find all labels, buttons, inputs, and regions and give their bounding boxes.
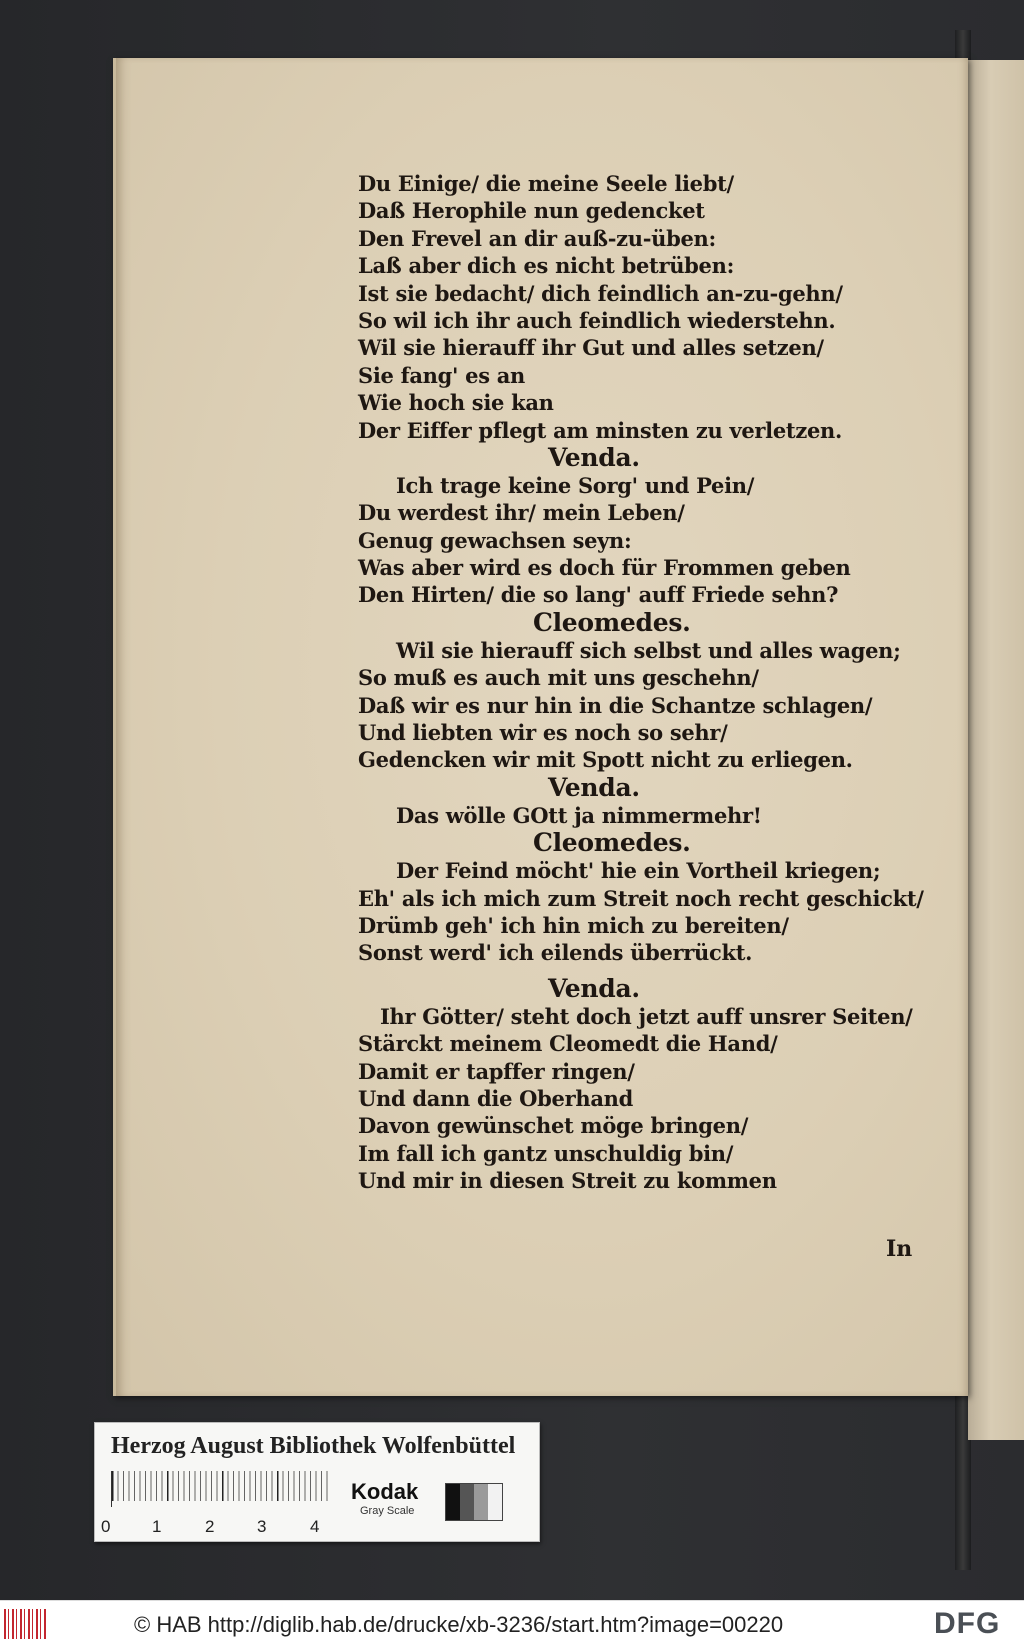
library-name: Herzog August Bibliothek Wolfenbüttel [111, 1433, 516, 1459]
kodak-logo: Kodak [351, 1479, 419, 1504]
color-scale-card [94, 1422, 540, 1542]
dfg-logo: DFG [934, 1607, 1001, 1640]
barcode-icon [4, 1609, 48, 1639]
verse-line: So wil ich ihr auch feindlich wiederstehn. [358, 307, 836, 333]
gray-patches [445, 1483, 503, 1521]
verse-line: Davon gewünschet möge bringen/ [358, 1113, 749, 1139]
verse-line: Und dann die Oberhand [358, 1085, 633, 1111]
footer-url[interactable]: © HAB http://diglib.hab.de/drucke/xb-3236/start.htm?image=00220 [134, 1612, 784, 1637]
verse-line: Damit er tapffer ringen/ [358, 1058, 635, 1084]
verse-line: Stärckt meinem Cleomedt die Hand/ [358, 1031, 778, 1057]
ruler-number: 4 [310, 1517, 320, 1536]
verse-line: Gedencken wir mit Spott nicht zu erliegen. [358, 747, 853, 773]
ruler [111, 1471, 332, 1507]
verse-line: Sonst werd' ich eilends überrückt. [358, 940, 753, 966]
verse-line: Du Einige/ die meine Seele liebt/ [358, 171, 734, 196]
ruler-number: 1 [152, 1517, 162, 1536]
footer-bar [0, 1600, 1024, 1648]
ruler-number: 2 [205, 1517, 215, 1536]
speaker-name: Venda. [548, 772, 640, 802]
speaker-name: Cleomedes. [533, 828, 691, 858]
verse-line: Der Feind möcht' hie ein Vortheil kriegen; [396, 858, 881, 884]
verse-line: Du werdest ihr/ mein Leben/ [358, 500, 685, 526]
gray-patch [460, 1484, 474, 1520]
verse-line: Ist sie bedacht/ dich feindlich an-zu-gehn/ [358, 280, 843, 306]
speaker-name: Cleomedes. [533, 607, 691, 637]
verse-line: Wie hoch sie kan [358, 390, 554, 416]
speaker-name: Venda. [548, 973, 640, 1003]
verse-line: Eh' als ich mich zum Streit noch recht geschickt/ [358, 885, 924, 911]
verse-line: Laß aber dich es nicht betrüben: [358, 253, 735, 279]
verse-line: Sie fang' es an [358, 362, 526, 388]
verse-line: Das wölle GOtt ja nimmermehr! [396, 802, 762, 828]
ruler-number: 0 [101, 1517, 111, 1536]
ruler-number: 3 [257, 1517, 267, 1536]
verse-line: Was aber wird es doch für Frommen geben [358, 555, 851, 581]
ruler-major-ticks [112, 1471, 332, 1501]
verse-line: Daß Herophile nun gedencket [358, 198, 705, 224]
verse-line: Wil sie hierauff sich selbst und alles wagen; [396, 637, 901, 663]
verse-line: Und mir in diesen Streit zu kommen [358, 1168, 777, 1194]
verse-line: Ich trage keine Sorg' und Pein/ [396, 472, 755, 498]
verse-line: Und liebten wir es noch so sehr/ [358, 720, 728, 746]
verse-line: Ihr Götter/ steht doch jetzt auff unsrer Seiten/ [380, 1003, 913, 1029]
speaker-name: Venda. [548, 442, 640, 472]
verse-line: Der Eiffer pflegt am minsten zu verletzen. [358, 417, 842, 443]
verse-line: Genug gewachsen seyn: [358, 527, 632, 553]
gray-scale-label: Gray Scale [360, 1505, 415, 1517]
catchword: In [886, 1236, 913, 1262]
verse-line: Drümb geh' ich hin mich zu bereiten/ [358, 912, 789, 938]
page-text [358, 170, 924, 1195]
gray-patch [474, 1484, 488, 1520]
verse-line: Im fall ich gantz unschuldig bin/ [358, 1140, 734, 1166]
verse-line: Den Hirten/ die so lang' auff Friede sehn? [358, 582, 839, 608]
verse-line: So muß es auch mit uns geschehn/ [358, 665, 759, 691]
verse-line: Daß wir es nur hin in die Schantze schlagen/ [358, 692, 873, 718]
gray-patch [488, 1484, 502, 1520]
verse-line: Wil sie hierauff ihr Gut und alles setzen/ [358, 335, 824, 361]
gray-patch [446, 1484, 460, 1520]
verse-line: Den Frevel an dir auß-zu-üben: [358, 225, 716, 251]
facing-page-edge [968, 60, 1024, 1440]
